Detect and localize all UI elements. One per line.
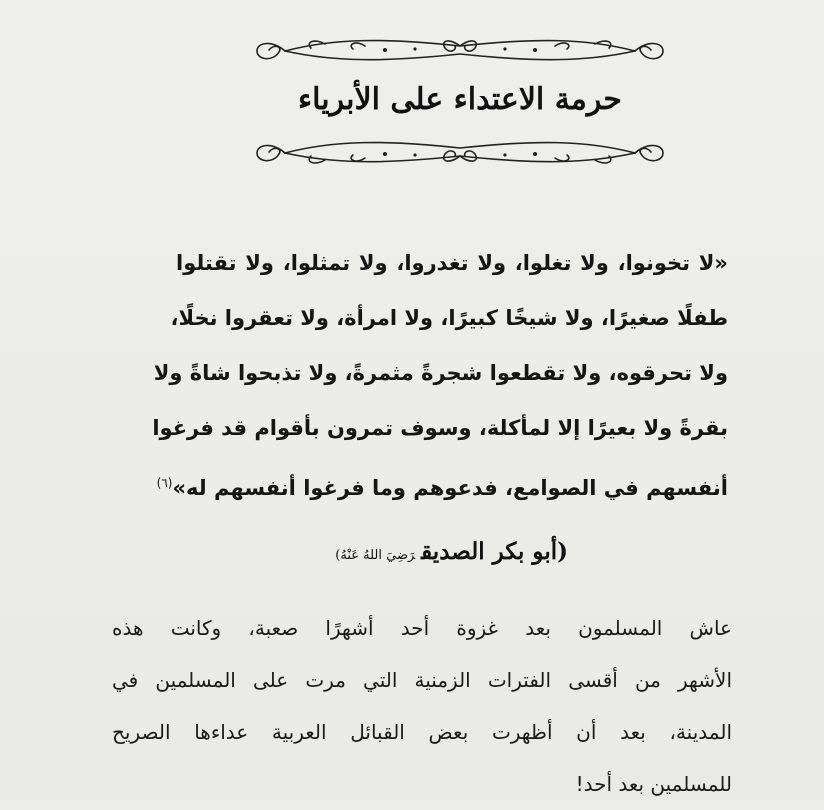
body-line: عاش المسلمون بعد غزوة أحد أشهرًا صعبة، وكانت هذه — [112, 616, 732, 640]
quote-line: طفلًا صغيرًا، ولا شيخًا كبيرًا، ولا امرأة، ولا تعقروا نخلًا، — [170, 306, 728, 330]
quote-line-last — [156, 456, 728, 516]
quote-attribution — [335, 538, 568, 565]
body-line: الأشهر من أقسى الفترات الزمنية التي مرت على المسلمين في — [112, 668, 732, 692]
speaker-name: (أبو بكر الصديق — [421, 538, 568, 565]
body-line: للمسلمين بعد أحد! — [575, 772, 732, 796]
quote-line: ولا تحرقوه، ولا تقطعوا شجرةً مثمرةً، ولا تذبحوا شاةً ولا — [153, 361, 728, 385]
quote-line: بقرةً ولا بعيرًا إلا لمأكلة، وسوف تمرون بأقوام قد فرغوا — [152, 416, 728, 440]
speaker-honorific: رَضِيَ اللهُ عَنْهُ) — [335, 548, 416, 563]
quote-block — [152, 236, 728, 516]
quote-line: «لا تخونوا، ولا تغلوا، ولا تغدروا، ولا تمثلوا، ولا تقتلوا — [176, 251, 728, 275]
bottom-ornament — [245, 136, 675, 170]
quote-line-text: أنفسهم في الصوامع، فدعوهم وما فرغوا أنفسهم له» — [172, 476, 728, 500]
top-ornament — [245, 34, 675, 68]
footnote-marker: (٦) — [156, 476, 173, 490]
body-paragraph — [112, 602, 732, 810]
page-title: حرمة الاعتداء على الأبرياء — [298, 82, 622, 117]
body-line: المدينة، بعد أن أظهرت بعض القبائل العربية عداءها الصريح — [112, 720, 732, 744]
